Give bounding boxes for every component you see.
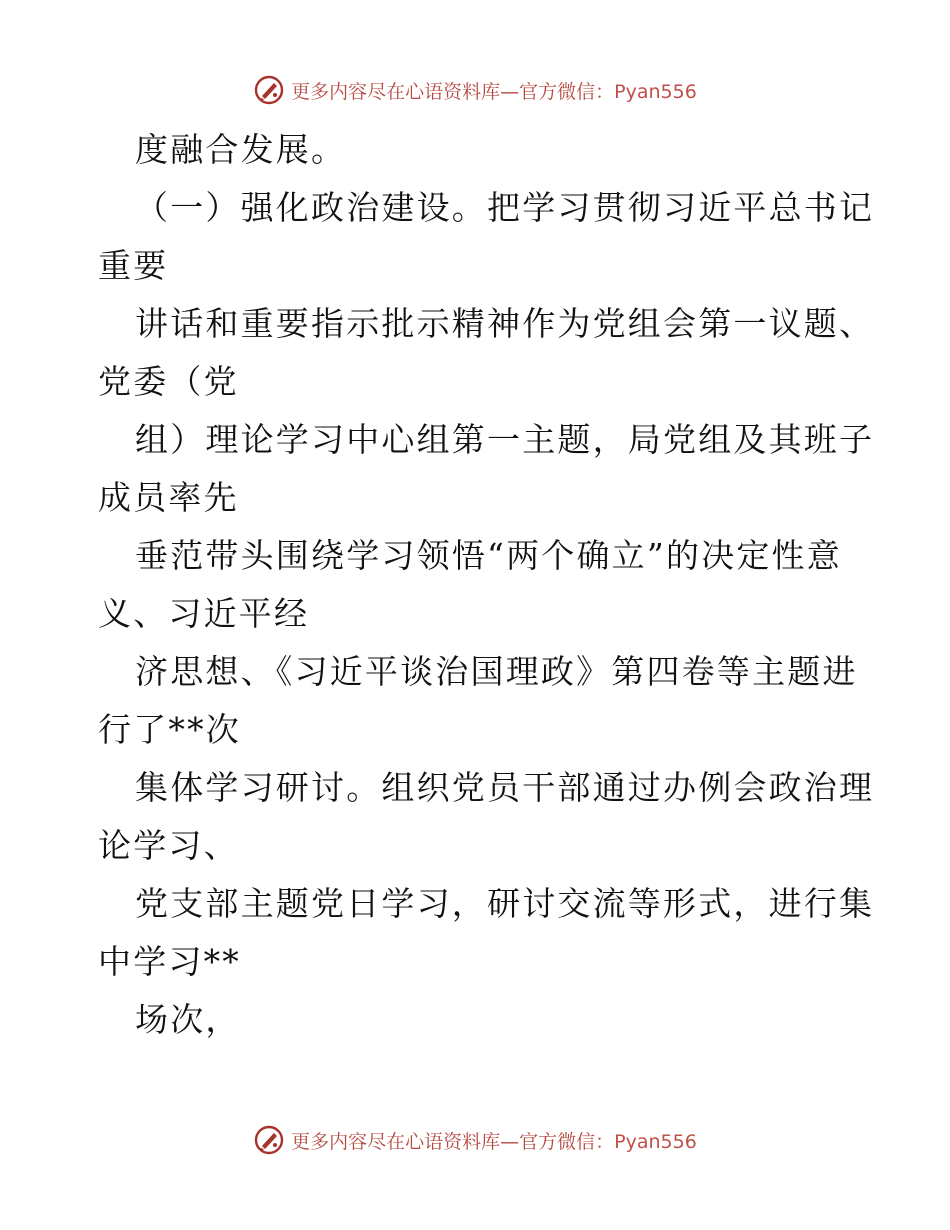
watermark-text	[291, 77, 697, 104]
brand-logo-icon	[253, 74, 285, 106]
text-line-10: 济思想、《习近平谈治国理政》第四卷等主题进	[135, 652, 858, 691]
text-line-3: 重要	[98, 246, 169, 285]
watermark-text	[291, 1127, 697, 1154]
text-line-4: 讲话和重要指示批示精神作为党组会第一议题、	[135, 304, 875, 343]
footer-watermark	[0, 1122, 950, 1158]
text-line-2: （一）强化政治建设。把学习贯彻习近平总书记	[135, 188, 875, 227]
watermark-label: 更多内容尽在心语资料库—官方微信：	[291, 80, 615, 103]
text-line-9: 义、习近平经	[98, 594, 310, 633]
text-line-12: 集体学习研讨。组织党员干部通过办例会政治理	[135, 768, 875, 807]
text-line-7: 成员率先	[98, 478, 239, 517]
text-line-13: 论学习、	[98, 826, 239, 865]
brand-logo-icon	[253, 1124, 285, 1156]
watermark-label: 更多内容尽在心语资料库—官方微信：	[291, 1130, 615, 1153]
text-line-16: 场次，	[135, 1000, 241, 1039]
text-line-15: 中学习**	[98, 942, 241, 981]
wechat-id: Pyan556	[614, 80, 697, 103]
text-line-5: 党委（党	[98, 362, 239, 401]
text-line-11: 行了**次	[98, 710, 241, 749]
text-line-14: 党支部主题党日学习，研讨交流等形式，进行集	[135, 884, 875, 923]
text-line-8: 垂范带头围绕学习领悟“两个确立”的决定性意	[135, 536, 842, 575]
text-line-1: 度融合发展。	[135, 130, 347, 169]
text-line-6: 组）理论学习中心组第一主题，局党组及其班子	[135, 420, 875, 459]
header-watermark	[0, 72, 950, 108]
wechat-id: Pyan556	[614, 1130, 697, 1153]
document-body	[98, 121, 875, 1049]
